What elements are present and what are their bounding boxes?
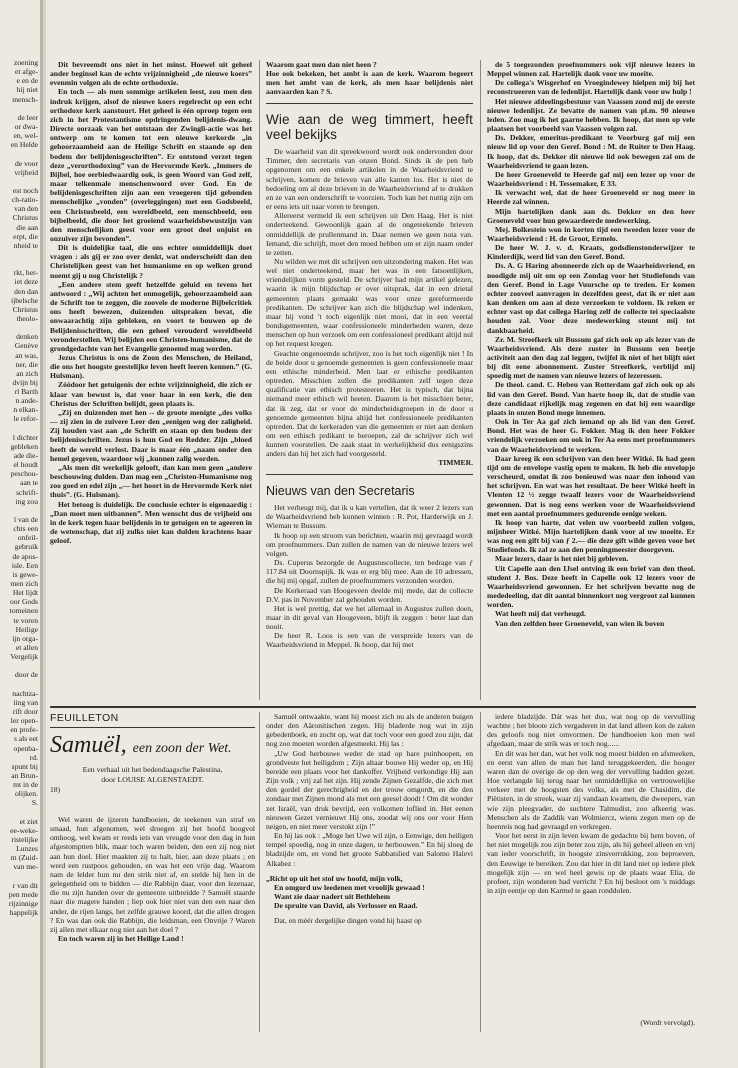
- edge-fragment: ade die-: [13, 451, 38, 461]
- edge-fragment: ee-weke-: [10, 825, 38, 835]
- edge-fragment: van me-: [13, 862, 38, 872]
- edge-fragment: rd.: [29, 752, 38, 762]
- edge-fragment: men zich: [10, 579, 38, 589]
- edge-fragment: [0, 250, 38, 259]
- edge-fragment: ler open-: [10, 716, 38, 726]
- paragraph: Samuël ontwaakte, want hij moest zich nu als de anderen buigen onder den Aäronitischen zegen. Hij bladerde nog wat in zijn gebedenboek, en zocht op, wat dat toch voor een goed zou zijn, dat nog zoo moeten worden afgesmeekt. Hij las :: [266, 712, 473, 749]
- article-signature: TIMMER.: [438, 458, 473, 468]
- section-rule: [266, 474, 473, 476]
- paragraph: Het betoog is duidelijk. De conclusie echter is eigenaardig : „Dan moet men uitbannen”. Men wenscht dus de vrijheid om in de kerk tegen haar belijdenis in te getuigen en te ageeren in de wetenschap, dat zij zulks niet kan dulden krachtens haar geloof.: [50, 499, 252, 546]
- edge-fragment: den dan: [14, 286, 38, 296]
- edge-fragment: nachtza-: [12, 688, 38, 698]
- edge-fragment: n ande-: [15, 396, 38, 406]
- edge-fragment: en profe-: [10, 725, 38, 735]
- feuilleton-title-main: Samuël,: [50, 732, 127, 758]
- edge-fragment: tomeinen: [9, 606, 38, 616]
- feuilleton-title: [50, 732, 255, 762]
- edge-fragment: [0, 661, 38, 670]
- edge-fragment: vrijheid: [14, 167, 38, 177]
- paragraph: En dit was het dan, wat het volk nog moest bidden en afsmeeken, en eerst van allen de man het land teruggekeerden, die hooger waren dan de overige de op den weg der vervulling hadden gezet. Hoe verlangde hij terug naar het onmiddellijke en vertrouwelijke verkeer met de hoogsten des volks, als met de Chasidim, die Piëtisten, in de streek, waar zij vandaan kwamen, die dweepers, van wie zijn pleegvader, de suchtere Talmudist, zoo afkeerig was. Menschen als de Zaddik van Wolmiercz, wiens zegen men op de heenreis nog had gevraagd en verkregen.: [487, 748, 695, 831]
- feuilleton-column-1: [50, 815, 255, 1030]
- edge-fragment: et ziet: [19, 816, 38, 826]
- edge-fragment: erpt, die: [13, 231, 38, 241]
- paragraph: Mej. Bolkestein won in korten tijd een tweeden lezer voor de Waarheidsvriend : H. de Groot, Ermelo.: [487, 224, 695, 243]
- article-body-secretaris: [266, 503, 473, 650]
- feuilleton-column-3: [487, 712, 695, 1012]
- column-divider: [480, 712, 481, 1032]
- edge-fragment: et afge-: [15, 67, 38, 77]
- paragraph: Ds. A. G Haring abonneerde zich op de Waarheidsvriend, en noodigde mij uit om op een Zondag voor het Studiefonds van den Geref. Bond in Lage Vuursche op te treden. Er komen echter zooveel aanvragen in dezelfden geest, dat ik er niet aan kan denken om aan al deze verzoeken te voldoen. Ik reken er echter vast op dat collega Haring zelf de collecte tei speciaalste houden zal. Voor deze medewerking steunt mij tot dankbaarheid.: [487, 261, 695, 335]
- feuilleton-top-rule: [50, 706, 696, 708]
- edge-fragment: die aan: [16, 222, 38, 232]
- feuilleton-chapter: 18): [50, 785, 61, 794]
- paragraph: De Kerkeraad van Hoogeveen deelde mij mede, dat de collecte D.V. pas in November zal gehouden worden.: [266, 585, 473, 604]
- column-divider: [480, 60, 481, 700]
- paragraph: De waarheid van dit spreekwoord wordt ook ondervonden door Timmer, den secretaris van onzen Bond. Sinds ik de pen heb opgenomen om een enkele artikelen in de Waarheidsvriend te schrijven, komen de brieven van alle kanten los. Het is niet de bedoeling om al deze brieven in de Waarheidsvriend af te drukken en ze van een onderschrift te voorzien. Toch kan het nuttig zijn om er eens iets uit naar voren te brengen.: [266, 147, 473, 212]
- edge-fragment: iet deze: [14, 277, 38, 287]
- paragraph: Zóódoor het getuigenis der echte vrijzinnigheid, die zich er klaar van bewust is, dat voor haar in een kerk, die den Christus der Schriften belijdt, geen plaats is.: [50, 380, 252, 408]
- paragraph: Ik hoop van harte, dat velen uw voorbeeld zullen volgen, mijnheer Witké. Mijn hartelijken dank voor al uw moeite. Er was nog een gift bij van ƒ 2.— die deze gift wilde geven voor het Studiefonds. Ik zal ze aan den penningmeester doorgeven.: [487, 517, 695, 555]
- edge-fragment: mt in de: [13, 780, 38, 790]
- edge-fragment: iing van: [13, 697, 38, 707]
- edge-fragment: an was,: [15, 350, 38, 360]
- edge-fragment: est noch: [12, 185, 38, 195]
- edge-fragment: [0, 872, 38, 881]
- edge-fragment: olijken.: [15, 789, 38, 799]
- edge-fragment: pen mede: [8, 889, 38, 899]
- article-title-timmer: Wie aan de weg timmert, heeft veel bekijks: [266, 112, 473, 143]
- edge-fragment: [0, 104, 38, 113]
- edge-fragment: rift door: [12, 706, 38, 716]
- edge-fragment: e en de: [16, 76, 38, 86]
- paragraph: Geachte ongenoemde schrijver, zoo is het toch eigenlijk niet ! In de beide door u genoemde gemeenten is geen confessioneele maar een ethische minderheid. Men laat er ethische predikanten optreden. Misschien zullen die predikanten zelf tegen deze qualificatie van ethisch protesteeren. Het is typisch, dat bijna niemand meer ethisch wil heeten. Daarom is het misschien beter, dat ik zeg, dat er voor de minderheidsgroepen in de door u genoemde gemeenten bijna altijd het confessioneele predikanten optreden. Dat de kerkeraden van die gemeenten er niet aan denken om een ethisch prdikant te beroepen, zal de schrijver zich wel kunnen voorstellen. De zaak staat in werkelijkheid dus eenigszins anders dan hij het zich had voorgesteld.: [266, 348, 473, 459]
- paragraph: De heer W. J. v. d. Kraats, godsdienstonderwijzer te Kinderdijk, werd lid van den Geref. Bond.: [487, 243, 695, 262]
- edge-fragment: l dichter: [12, 432, 38, 442]
- edge-fragment: or dwa-: [14, 121, 38, 131]
- edge-fragment: de leer: [17, 112, 38, 122]
- paragraph: En toch — als men sommige artikelen leest, zou men den indruk krijgen, alsof de nieuwe koers regelrecht op een echt orthodoxe kerk aanstuurt. Het geheel is één oproep tegen een zich in het Protestantisme opdringenden belijdenis-dwang. Directe oorzaak van het ontstaan der Zwingli-actie was het ontwerp om te komen tot een nieuwe kerkorde „in gehoorzaamheid aan de Heilige Schrift en staande op den bodem der belijdenisgeschriften”. Er ontstond verzet tegen deze „verorthodoxing” van de Hervormde Kerk. „Immers de Bijbel, hoe eerbiedwaardig ook, is geen Woord van God zelf, maar telkenmale menschenwoord over God. En de belijdenisgeschriften zijn aan een vroegeren tijd gebonden menschelijke „vonden” (overleggingen) met een Godsbeeld, een Christusbeeld, een wereldbeeld, een menschbeeld, een bijbelbeeld, die door het groeiend waarheidsbewustzijn van den menschelijken geest voor een groot deel onjuist en onzuiver zijn bevonden”.: [50, 87, 252, 243]
- edge-fragment: m (Zuid-: [10, 853, 38, 863]
- edge-fragment: ijbelsche: [11, 295, 38, 305]
- left-column-fragments: [0, 58, 38, 1068]
- paragraph: Maar lezers, daar is het niet bij gebleven.: [495, 554, 629, 564]
- edge-fragment: Christus: [12, 213, 38, 223]
- edge-fragment: ristelijke: [11, 834, 38, 844]
- article-column-1: [50, 60, 252, 700]
- edge-fragment: peschou-: [10, 469, 38, 479]
- paragraph: Allereerst vermeld ik een schrijven uit Den Haag. Het is niet onderteekend. Gewoonlijk gaan al de ongeteekende brieven onmiddellijk de prullenmand in. Daar nemen we geen nota van. Iemand, die schrijft, moet den moed hebben om er zijn naam onder te zetten.: [266, 211, 473, 257]
- article-column-3: [487, 60, 695, 700]
- paragraph: Het is wel prettig, dat we het allemaal in Augustus zullen doen, maar in dit geval van Hoogeveen, blijft ik zeggen : beter laat dan nooit.: [266, 603, 473, 632]
- paragraph: de 5 toegezonden proefnummers ook vijf nieuwe lezers in Meppel winnen zal. Hartelijk dank voor uw moeite.: [487, 60, 695, 79]
- paragraph: De spruite van David, als Verlosser en Raad.: [274, 901, 418, 911]
- edge-fragment: aan te: [20, 478, 38, 488]
- paragraph: Nu wilden we met dit schrijven een uitzondering maken. Het was wel niet onderteekend, maar het was in een fatsoenlijken, vriendelijken vorm gesteld. De schrijver had mijn artikel gelezen, waarin ik mijn blijdschap er over uitsprak, dat in een drietal gemeenten plaats gemaakt was voor onze gereformeerde predikanten. De schrijver kan zich die blijdschap wel indenken, maar hij vond 't toch eigenlijk niet mooi, dat in een veertal bondsgemeenten, waar confessioneele minderheden waren, deze menschen op hun verzoek om een confessioneel predikant altijd nul op het request kregen.: [266, 257, 473, 349]
- paragraph: De heer Groeneveld te Heerde gaf mij een lezer op voor de Waarheidsvriend : H. Tessemaker, E 33.: [487, 169, 695, 189]
- edge-fragment: [0, 149, 38, 158]
- edge-fragment: r van dit: [12, 880, 38, 890]
- edge-fragment: Heilige: [15, 624, 38, 634]
- paragraph: En hij las ook : „Moge het Uwe wil zijn, o Eenwige, den heiligen tempel spoedig, nog in onze dagen, te herbouwen.” En hij sloeg de bladzijde om, en vond het groote Sabbatslied van Salomo Halevi Alkabez :: [266, 831, 473, 868]
- paragraph: „Een andere stem geeft hetzelfde geluid en tevens het antwoord : „Wij achten het onmogelijk, gehoorzaamheid aan de Schrift toe te zeggen, die zoovele de moderne Bijbelcritiek ons heeft bewezen, duizenden uitspraken bevat, die onwaarachtig zijn gebleken, en voort te bouwen op de Belijdenisschriften, die een geheel verouderd wereldbeeld veronderstellen. Wij belijden een Christen-humanisme, dat de grondgedachte van het Evangelie genoemd mag worden.: [50, 279, 252, 353]
- paragraph: Van den zelfden heer Groeneveld, van wien ik boven: [495, 618, 665, 628]
- paragraph: „Als men dit werkelijk gelooft, dan kan men geen „andere beschouwing dulden. Dan mag een „Christen-Humanisme nog zoo goed en edel zijn „— het hoort in de Hervormde Kerk niet thuis”. (G. Hulsman).: [50, 462, 252, 500]
- edge-fragment: is gewe-: [12, 569, 38, 579]
- edge-fragment: openba-: [13, 743, 38, 753]
- feuilleton-label-rule: [50, 727, 255, 728]
- paragraph: Ds. Dekker, emeritus-predikant te Voorburg gaf mij een nieuw lid op voor den Geref. Bond : M. de Ruiter te Den Haag. Ik hoop, dat ds. Dekker dit nieuwe lid ook bewegen zal om de Waarheidsvriend te gaan lezen.: [487, 133, 695, 170]
- edge-fragment: ch-ratio-: [11, 195, 38, 205]
- feuilleton-kicker: Een verhaal uit het bedendaagsche Palestina,: [82, 765, 223, 774]
- edge-fragment: en Helde: [10, 140, 38, 150]
- paragraph: Wel waren de ijzeren handboeien, de teekenen van straf en smaad, hun afgenomen, wel droegen zij het hoofd hoogvol omhoog, wel kwam er reeds iets van vreugde voor den dag in hun afgestomptten blik, maar toch waren beiden, den een zij nog niet aan hun doel. Hier maakten zij tu halt, hier, aan deze plaats ; en werd een rustpoos gehouden, en was het een vrije dag. Waarom nam de lelder hun nu den strik niet af, en stelde hij hen in de gelegenheid om te bidden — die Rabbijn daar, voor den lezenaar, die nu zijn handen over de gemeente uitbreidde ? Samuël staarde naar die magere handen ; liep ook hier niet van den een naar den ander, de rijen langs, het zelfde grauwe koord, dat die allen drogen ? En was dan ook die Rabbijn, die leidsman, een Onvrije ? Waren zij allen met elkaar nog niet aan het doel ?: [50, 815, 255, 934]
- edge-fragment: s als eet: [13, 734, 38, 744]
- edge-fragment: an zich: [16, 368, 38, 378]
- edge-fragment: l van de: [13, 515, 38, 525]
- edge-fragment: Lunzes: [16, 844, 38, 854]
- paragraph: Voor het eerst in zijn leven kwam de gedachte bij hem boven, of het niet mogelijk zou zijn beter zou zijn, als hij geheel alleen en vrij van ieder voorschrift, in hoogste zinsverrukking, zou beproeven, den Eeuwige te bereiken. Zou dat hier in dit land niet op iedere plek mogelijk zijn — en wel heel gewis op de plaats waar Elia, de profeet, zijn wonderen had verricht ? En hij besloot om 's middags in zijn eentje op den Karmel te gaan ronddolen.: [487, 831, 695, 895]
- paragraph: Dit is duidelijke taal, die ons echter onmiddellijk doet vragen : als gij er zoo over denkt, wat onderscheidt dan den Christelijken geest van het humanisme en op welken grond noemt gij u nog Christelijk ?: [50, 243, 252, 280]
- edge-fragment: hij niet: [16, 85, 38, 95]
- edge-fragment: mensch-: [12, 94, 38, 104]
- edge-fragment: n elkan-: [13, 405, 38, 415]
- edge-fragment: [0, 506, 38, 515]
- feuilleton-header: [50, 712, 255, 794]
- paragraph: Dat, en méér dergelijke dingen vond hij haast op: [274, 916, 422, 926]
- paragraph: iedere bladzijde. Dát was het dus, wat nog op de vervulling wachtte ; het bloote zich vergaderen in dat land alleen kon de zaken des geloofs nog niet omvormen. De handboeien kon men wel afgedaan, maar de strik was er toch nog......: [487, 712, 695, 749]
- edge-fragment: door de: [15, 670, 38, 680]
- paragraph: Wat heeft mij dat verheugd.: [495, 609, 586, 619]
- paragraph: En omgord uw leedenen met vroolijk gewaad !: [274, 882, 425, 892]
- edge-fragment: Vergelijk: [10, 652, 38, 662]
- edge-fragment: te voren: [13, 615, 38, 625]
- edge-fragment: rl Barth: [14, 387, 38, 397]
- paragraph: Jezus Christus is ons de Zoon des Menschen, de Heiland, die ons het hoogste geestelijke leven heeft leeren kennen.” (G. Hulsman).: [50, 353, 252, 381]
- edge-fragment: van den: [14, 204, 38, 214]
- paragraph: Het verheugt mij, dat ik u kan vertellen, dat ik weer 2 lezers van de Waarheidsvriend heb kunnen winnen : R. Pot, Harderwijk en J. Wieman te Bussum.: [266, 503, 473, 531]
- edge-fragment: rijzinnige: [8, 898, 38, 908]
- paragraph: „Uw God herbouwe weder de stad op hare puinhoopen, en grondveste het heiligdom ; Zijn altaar bouwe Hij weder op, en Hij bereide een plaats voor het dankoffer. Vrijheid verkondige Hij aan Zijn volk ; vrij zal het zijn. Hij zende Zijnen Gezalfde, die zich met den gordel der gerechtigheid en der trouw omgordt, en die den zondaar met Zijnen mond als met een geesel doodt ! Om dit wonder zet Israël, van druk bevrijd, een volkomen loflied in. Het eenen nieuwen Gezet vernieuwt Hij ons, zoodat wij ons oor voor Hem neigen, en niet meer verstokt zijn !”: [266, 748, 473, 831]
- edge-fragment: [0, 323, 38, 332]
- edge-fragment: en, wel-: [13, 131, 38, 141]
- paragraph: En toch waren zij in het Heilige Land !: [58, 934, 184, 944]
- paragraph: „Richt op uit het stof uw hoofd, mijn volk,: [266, 873, 403, 883]
- paragraph: Ik hoop op een stroom van berichten, waarin mij gevraagd wordt om proefnummers. Dan zullen de namen van de nieuwe lezers wel volgen.: [266, 530, 473, 558]
- edge-fragment: ijn orga-: [12, 633, 38, 643]
- paragraph: De theol. cand. C. Hebeu van Rotterdam gaf zich ook op als lid van den Geref. Bond. Van harte hoop ik, dat de studie van deze candidaat rijkelijk mag zegenen en dat hij een waardige plaats in onzen Bond moge innemen.: [487, 380, 695, 417]
- edge-fragment: de apos-: [12, 551, 38, 561]
- column-divider: [259, 712, 260, 1032]
- edge-fragment: [0, 424, 38, 433]
- feuilleton-label: FEUILLETON: [50, 712, 119, 724]
- edge-fragment: gebleken: [10, 441, 38, 451]
- edge-fragment: Genève: [14, 341, 38, 351]
- article-body-timmer: [266, 147, 473, 458]
- edge-fragment: S.: [31, 798, 38, 808]
- article-column-2: [266, 60, 473, 700]
- paragraph: Mijn hartelijken dank aan ds. Dekker en den heer Groeneveld voor hun gewaardeerde medewerking.: [487, 206, 695, 225]
- edge-fragment: chts een: [13, 524, 38, 534]
- edge-fragment: de voor: [15, 158, 38, 168]
- paragraph: Zr. M. Streefkerk uit Bussum gaf zich ook op als lezer van de Waarheidsvriend. Als deze zuster in Bussum een beetje activiteit aan den dag zal leggen, twijfel ik niet of het blijft niet bij dit eene abonnement. Zuster Streefkerk, verblijd mij spoedig met de namen van nieuwe lezers of lezeressen.: [487, 334, 695, 381]
- edge-fragment: nheid te: [13, 240, 38, 250]
- to-be-continued: (Wordt vervolgd).: [640, 1018, 695, 1027]
- article-title-secretaris: Nieuws van den Secretaris: [266, 484, 415, 499]
- page-fold-shadow: [43, 0, 46, 1068]
- paragraph: Want zie daar nadert uit Bethlehem: [274, 891, 391, 901]
- paragraph: De collega's Wisgerhof en Vroegindewey hielpen mij bij het reconstrueeren van de ledenlijst. Hartelijk dank voor uw hulp !: [487, 78, 695, 97]
- paragraph: Het nieuwe afdeelingsbestuur van Vaassen zond mij de eerste nieuwe ledenlijst. Ze bevatte de namen van pl.m. 90 nieuwe leden. Zoo mag ik het gaarne hebben. Ik hoop, dat men op vele plaatsen het voorbeeld van Vaassen volgen zal.: [487, 96, 695, 134]
- edge-fragment: theolo-: [16, 313, 38, 323]
- edge-fragment: [0, 259, 38, 268]
- edge-fragment: le refor-: [13, 414, 38, 424]
- feuilleton-column-2: [266, 712, 473, 1032]
- section-rule: [266, 103, 473, 105]
- edge-fragment: happelijk: [9, 908, 38, 918]
- edge-fragment: dvijn bij: [12, 377, 38, 387]
- paragraph: „Zij en duizenden met hen -- de groote menigte „des volks — zij zien in de zuivere Leer den „eenigen weg der zaligheid. Zij houden vast aan „de Schrift en staan op den bodem der belijdenisschriften. Jezus is hun God en Redder. Zijn „bloed heeft de wereld verlost. Daar is maar één „naam onder den hemel gegeven, waardoor wij „kunnen zalig worden.: [50, 407, 252, 463]
- edge-fragment: isle. Een: [11, 560, 38, 570]
- lead-paragraphs: [266, 60, 473, 97]
- paragraph: Uit Capelle aan den IJsel ontving ik een brief van den theol. student J. Bos. Deze heeft in Capelle ook 12 lezers voor de Waarheidsvriend gewonnen. Er het schrijven bevatte nog de mededeeling, dat dit aantal binnenkort nog vergroot zal kunnen worden.: [487, 563, 695, 610]
- feuilleton-author: door LOUISE ALGENSTAEDT.: [101, 775, 204, 784]
- paragraph: Hoe ook bekeken, het ambt is aan de kerk. Waarom begeert men het ambt van de kerk, als men haar belijdenis niet aanvaarden kan ? S.: [266, 69, 473, 97]
- edge-fragment: gebruik: [14, 542, 38, 552]
- paragraph: Ds. Cuperus bezorgde de Augustuscollecte, ten bedrage van ƒ 117.84 uit Doornspijk. Ik was er erg blij mee. Aan de 10 adressen, die hij mij opgaf, zullen de proefnummers verzonden worden.: [266, 558, 473, 586]
- edge-fragment: ing zou: [15, 496, 38, 506]
- column-divider: [259, 60, 260, 700]
- paragraph: Daar kreeg ik een schrijven van den heer Witké. Ik had geen tijd om de envelope vastig open te maken. Ik heb die envelopje verscheurd, omdat ik zoo benieuwd was naar den inhoud van het schrijven. En wat was het resultaat. De heer Witké heeft in Vlenten 12 ½ zegge twaalf lezers voor de Waarheidsvriend gewonnen. Dat is nog eens werken voor de Waarheidsvriend met een aantal proefnummers gedurende eenige weken.: [487, 453, 695, 518]
- edge-fragment: ner, die: [15, 359, 38, 369]
- paragraph: Ik verwacht wel, dat de heer Groeneveld er nog meer in Heerde zal winnen.: [487, 188, 695, 207]
- edge-fragment: et allen: [15, 643, 38, 652]
- edge-fragment: el houdt: [13, 460, 38, 470]
- edge-fragment: denken: [16, 332, 38, 342]
- edge-fragment: oor Gods: [9, 597, 38, 607]
- paragraph: Waarom gaat men dan niet heen ?: [266, 60, 377, 69]
- paragraph: Ook in Ter Aa gaf zich iemand op als lid van den Geref. Bond. Het was de heer G. Fokker. Mag ik den heer Fokker vriendelijk verzoeken om ook in Ter Aa eens met proefnummers van de Waarheidsvriend te werken.: [487, 417, 695, 454]
- edge-fragment: spunt bij: [11, 761, 38, 771]
- edge-fragment: [0, 808, 38, 817]
- edge-fragment: onfeil-: [17, 533, 38, 543]
- edge-fragment: zoening: [13, 58, 38, 67]
- edge-fragment: [0, 177, 38, 186]
- edge-fragment: rkt, her-: [13, 268, 38, 278]
- paragraph: De heer R. Loos is een van de verspreide lezers van de Waarheidsvriend in Meppel. Ik hoop, dat hij met: [266, 631, 473, 650]
- feuilleton-subtitle: een zoon der Wet.: [132, 741, 232, 756]
- edge-fragment: Het lijdt: [12, 588, 38, 598]
- edge-fragment: schrift-: [16, 487, 38, 497]
- paragraph: Dit bevreemdt ons niet in het minst. Hoewel uit geheel ander beginsel kan de echte vrijzinnigheid „de nieuwe koers” evenmin volgen als de echte orthodoxie.: [50, 60, 252, 88]
- edge-fragment: [0, 680, 38, 689]
- edge-fragment: Christus: [12, 304, 38, 314]
- edge-fragment: an Brun-: [11, 770, 38, 780]
